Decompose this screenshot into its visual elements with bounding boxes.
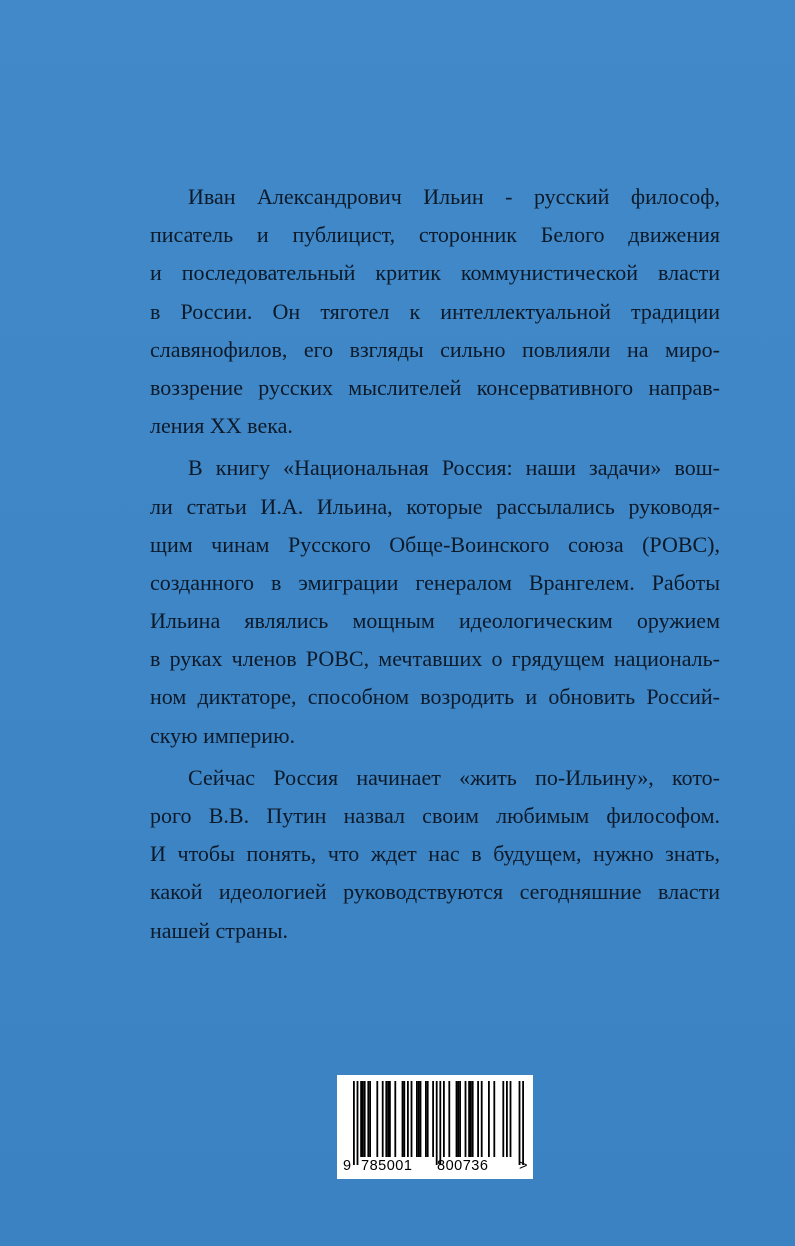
barcode-bar	[389, 1081, 391, 1157]
barcode-bar	[427, 1081, 429, 1157]
barcode-bar	[369, 1081, 371, 1157]
barcode-bar	[367, 1081, 369, 1157]
barcode-bar	[457, 1081, 459, 1157]
barcode-guard-bar	[519, 1081, 521, 1165]
barcode-guard-bar	[439, 1081, 441, 1165]
barcode-bar	[506, 1081, 508, 1157]
barcode-bar	[360, 1081, 362, 1157]
paragraph-1	[150, 178, 720, 445]
barcode-bar	[481, 1081, 483, 1157]
text-line: ном диктаторе, способном возродить и обновить Россий-	[150, 684, 720, 710]
barcode-bar	[456, 1081, 458, 1157]
barcode-bar	[416, 1081, 418, 1157]
text-line: Ильина являлись мощным идеологическим оружием	[150, 608, 720, 634]
text-line: созданного в эмиграции генералом Врангелем. Работы	[150, 569, 720, 595]
text-line: рого В.В. Путин назвал своим любимым философом.	[150, 803, 720, 828]
text-line: Иван Александрович Ильин - русский философ,	[188, 184, 720, 209]
isbn-digits	[337, 1158, 533, 1178]
barcode-bar	[376, 1081, 378, 1157]
annotation-text	[150, 178, 720, 950]
text-line: писатель и публицист, сторонник Белого движения	[150, 222, 720, 248]
isbn-right-group: 800736	[437, 1158, 489, 1174]
barcode-bar	[387, 1081, 389, 1157]
barcode-bar	[465, 1081, 467, 1157]
text-line: воззрение русских мыслителей консервативного направ-	[150, 374, 720, 400]
isbn-lead-digit: 9	[343, 1158, 352, 1174]
barcode-bar	[407, 1081, 409, 1157]
isbn-quiet-mark: >	[519, 1158, 528, 1174]
barcode-bar	[420, 1081, 422, 1157]
text-line: ления XX века.	[150, 413, 293, 439]
barcode-bar	[403, 1081, 405, 1157]
paragraph-3	[150, 759, 720, 950]
barcode-bar	[394, 1081, 396, 1157]
barcode-bar	[470, 1081, 472, 1157]
barcode-bar	[425, 1081, 427, 1157]
barcode-bar	[459, 1081, 461, 1157]
barcode-guard-bar	[522, 1081, 524, 1165]
barcode-bar	[443, 1081, 445, 1157]
text-line: скую империю.	[150, 722, 296, 748]
barcode-bar	[382, 1081, 384, 1157]
text-line: ли статьи И.А. Ильина, которые рассылались руководя-	[150, 493, 720, 519]
barcode-guard-bar	[436, 1081, 438, 1165]
text-line: нашей страны.	[150, 917, 288, 943]
barcode-bar	[477, 1081, 479, 1157]
barcode-bar	[468, 1081, 470, 1157]
barcode-bar	[472, 1081, 474, 1157]
text-line: в России. Он тяготел к интеллектуальной традиции	[150, 298, 720, 324]
text-line: В книгу «Национальная Россия: наши задачи» вош-	[188, 455, 720, 481]
barcode-bar	[493, 1081, 495, 1157]
barcode-bar	[362, 1081, 364, 1157]
isbn-left-group: 785001	[361, 1158, 413, 1174]
text-line: И чтобы понять, что ждет нас в будущем, нужно знать,	[150, 841, 720, 867]
paragraph-2	[150, 449, 720, 755]
text-line: какой идеологией руководствуются сегодняшние власти	[150, 879, 720, 905]
barcode-bar	[385, 1081, 387, 1157]
barcode-bar	[402, 1081, 404, 1157]
barcode-bar	[488, 1081, 490, 1157]
barcode-bar	[418, 1081, 420, 1157]
text-line: в руках членов РОВС, мечтавших о грядущем националь-	[150, 646, 720, 672]
barcode-bar	[510, 1081, 512, 1157]
barcode-bar	[411, 1081, 413, 1157]
text-line: Сейчас Россия начинает «жить по-Ильину», кото-	[188, 764, 720, 790]
text-line: щим чинам Русского Обще-Воинского союза (РОВС),	[150, 531, 720, 557]
text-line: славянофилов, его взгляды сильно повлияли на миро-	[150, 336, 720, 362]
barcode-bar	[364, 1081, 366, 1157]
barcode-guard-bar	[357, 1081, 359, 1165]
isbn-barcode	[337, 1075, 533, 1179]
text-line: и последовательный критик коммунистической власти	[150, 260, 720, 286]
barcode-guard-bar	[353, 1081, 355, 1165]
barcode-bar	[448, 1081, 450, 1157]
barcode-bar	[432, 1081, 434, 1157]
barcode-bar	[502, 1081, 504, 1157]
